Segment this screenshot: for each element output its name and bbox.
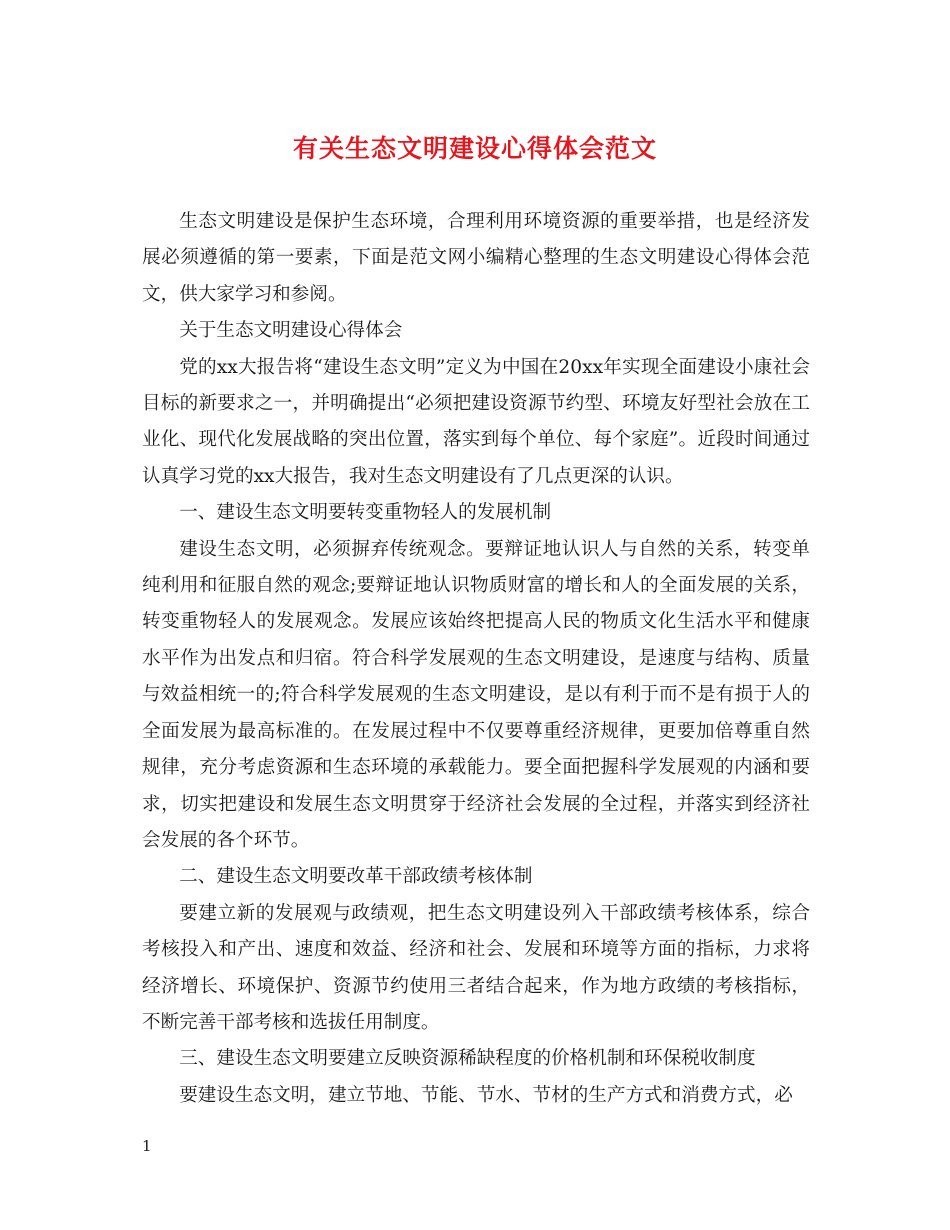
body-paragraph: 要建立新的发展观与政绩观，把生态文明建设列入干部政绩考核体系，综合考核投入和产出、速度和效益、经济和社会、发展和环境等方面的指标，力求将经济增长、环境保护、资源节约使用三者结合起来，作为地方政绩的考核指标，不断完善干部考核和选拔任用制度。 [142, 902, 810, 1033]
document-body [142, 204, 810, 1114]
body-paragraph: 党的xx大报告将“建设生态文明”定义为中国在20xx年实现全面建设小康社会目标的新要求之一，并明确提出“必须把建设资源节约型、环境友好型社会放在工业化、现代化发展战略的突出位置，落实到每个单位、每个家庭”。近段时间通过认真学习党的xx大报告，我对生态文明建设有了几点更深的认识。 [142, 356, 810, 487]
section-heading: 一、建设生态文明要转变重物轻人的发展机制 [179, 502, 552, 524]
body-paragraph: 要建设生态文明，建立节地、节能、节水、节材的生产方式和消费方式，必 [179, 1084, 793, 1106]
page-number: 1 [142, 1137, 152, 1155]
section-heading: 三、建设生态文明要建立反映资源稀缺程度的价格机制和环保税收制度 [179, 1048, 756, 1070]
section-heading: 关于生态文明建设心得体会 [179, 320, 403, 342]
section-heading: 二、建设生态文明要改革干部政绩考核体制 [179, 866, 533, 888]
intro-paragraph: 生态文明建设是保护生态环境，合理利用环境资源的重要举措，也是经济发展必须遵循的第一要素，下面是范文网小编精心整理的生态文明建设心得体会范文，供大家学习和参阅。 [142, 211, 810, 305]
body-paragraph: 建设生态文明，必须摒弃传统观念。要辩证地认识人与自然的关系，转变单纯利用和征服自然的观念;要辩证地认识物质财富的增长和人的全面发展的关系，转变重物轻人的发展观念。发展应该始终把提高人民的物质文化生活水平和健康水平作为出发点和归宿。符合科学发展观的生态文明建设，是速度与结构、质量与效益相统一的;符合科学发展观的生态文明建设，是以有利于而不是有损于人的全面发展为最高标准的。在发展过程中不仅要尊重经济规律，更要加倍尊重自然规律，充分考虑资源和生态环境的承载能力。要全面把握科学发展观的内涵和要求，切实把建设和发展生态文明贯穿于经济社会发展的全过程，并落实到经济社会发展的各个环节。 [142, 538, 810, 851]
page-title: 有关生态文明建设心得体会范文 [292, 134, 657, 163]
